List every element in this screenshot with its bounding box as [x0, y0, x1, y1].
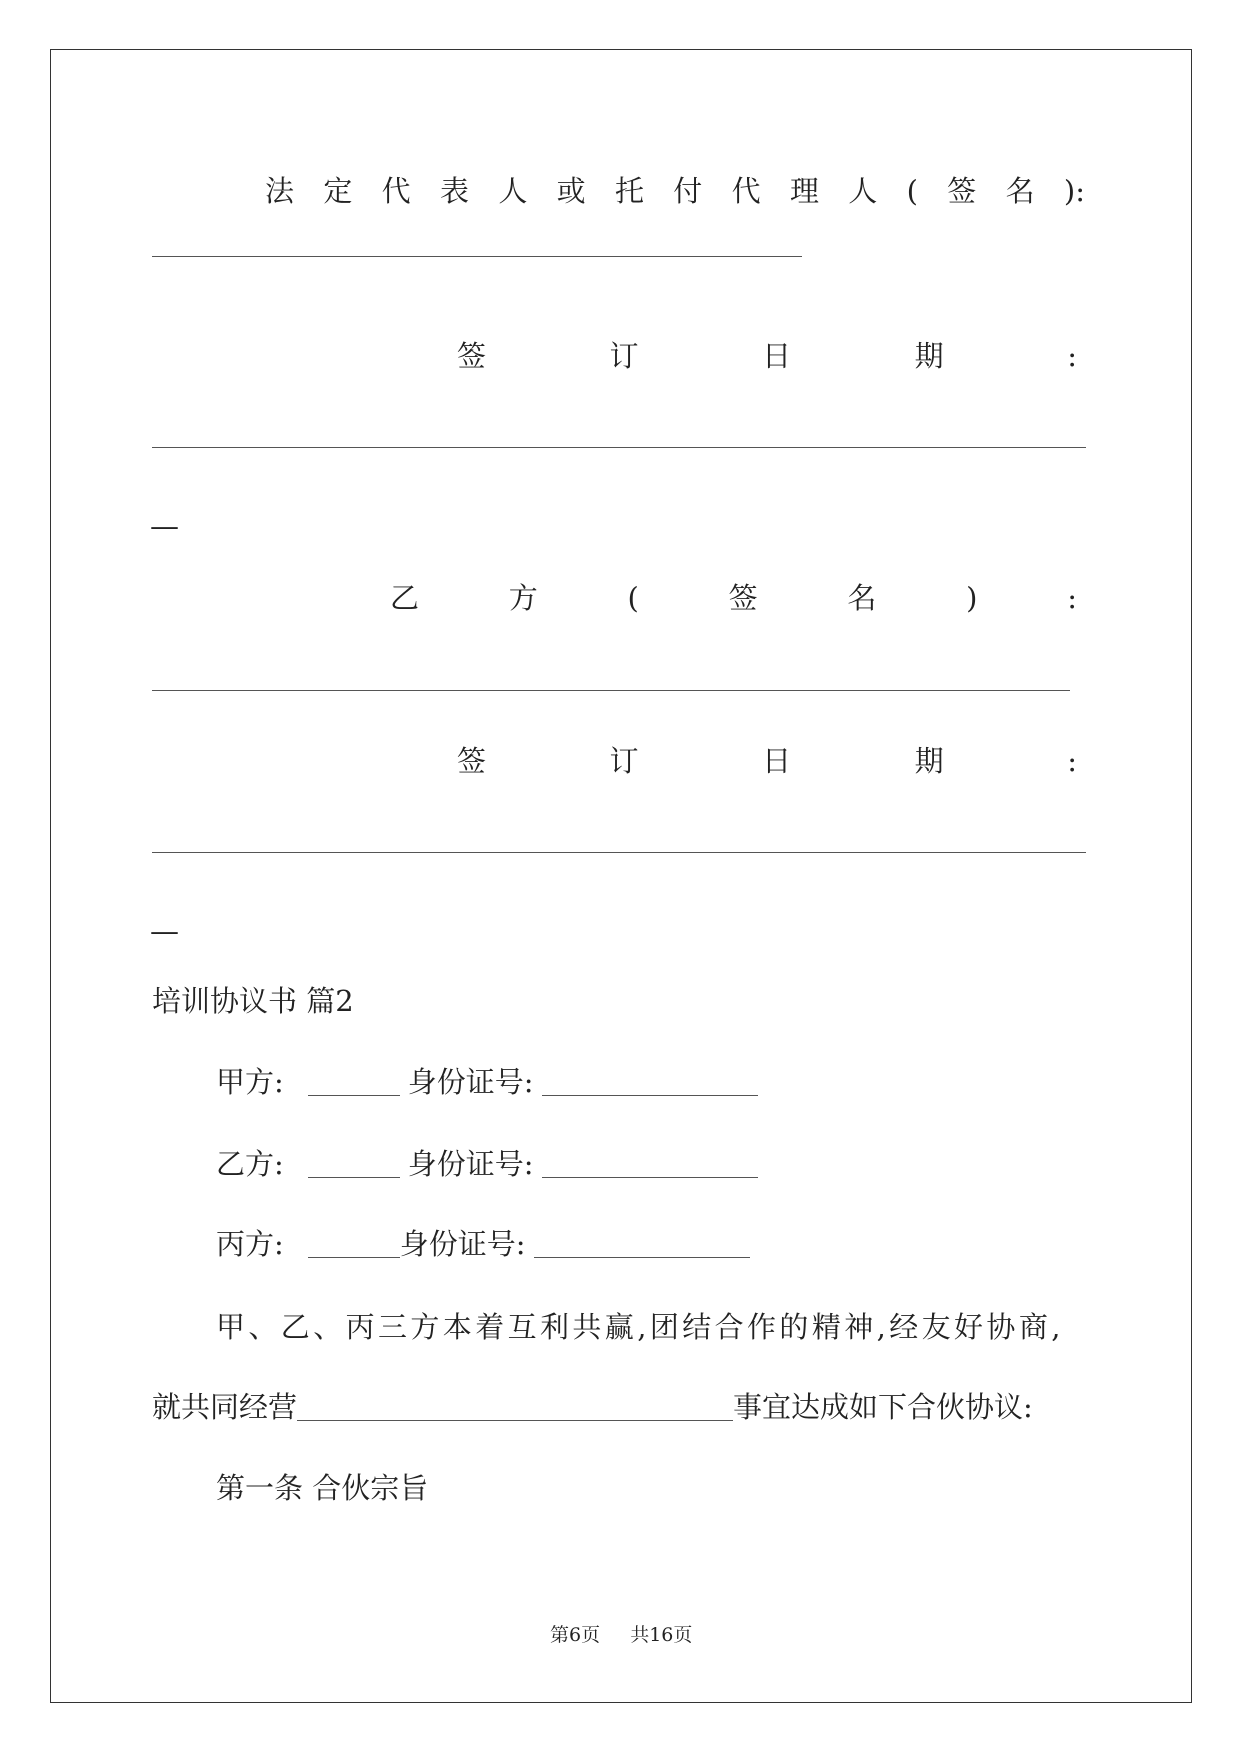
char: 日 — [762, 339, 792, 373]
char: 或 — [556, 174, 586, 208]
char: 期 — [914, 339, 944, 373]
section-title: 培训协议书 篇2 — [152, 984, 354, 1018]
page-border — [50, 49, 1192, 1703]
party-b-label: 乙方: — [216, 1147, 284, 1181]
char: 乙 — [390, 581, 420, 615]
char: 托 — [614, 174, 644, 208]
name-blank — [308, 1151, 400, 1178]
char: 付 — [673, 174, 703, 208]
char: 方 — [508, 581, 538, 615]
char: 日 — [762, 744, 792, 778]
signature-blank-line — [152, 256, 802, 257]
page-number: 第6页 — [550, 1624, 601, 1646]
char: 签 — [457, 339, 487, 373]
rep-signature-line — [265, 174, 1085, 208]
date-blank-line — [152, 447, 1086, 448]
id-blank — [542, 1069, 758, 1096]
char: 表 — [439, 174, 469, 208]
id-label: 身份证号: — [399, 1227, 526, 1261]
article-heading: 第一条 合伙宗旨 — [216, 1471, 429, 1505]
id-blank — [534, 1231, 750, 1258]
party-b-signature-line — [390, 581, 1077, 615]
name-blank — [308, 1069, 400, 1096]
party-c-line — [216, 1227, 758, 1261]
party-a-line — [216, 1065, 766, 1099]
intro-paragraph-line1: 甲、乙、丙三方本着互利共赢,团结合作的精神,经友好协商, — [216, 1310, 1064, 1344]
char: : — [1067, 339, 1077, 373]
signature-blank-line — [152, 690, 1070, 691]
signing-date-line — [457, 339, 1077, 373]
char: 理 — [789, 174, 819, 208]
date-blank-line — [152, 852, 1086, 853]
char: 签 — [947, 174, 977, 208]
char: ): — [1063, 174, 1085, 208]
party-a-label: 甲方: — [216, 1065, 284, 1099]
party-c-label: 丙方: — [216, 1227, 284, 1261]
id-blank — [542, 1151, 758, 1178]
line-overflow-mark: — — [150, 914, 179, 948]
char: 代 — [381, 174, 411, 208]
char: ( — [906, 174, 918, 208]
char: 人 — [498, 174, 528, 208]
signing-date-line — [457, 744, 1077, 778]
intro-paragraph-line2 — [152, 1390, 1033, 1424]
char: 名 — [1005, 174, 1035, 208]
char: ) — [966, 581, 978, 615]
name-blank — [308, 1231, 400, 1258]
business-blank — [297, 1394, 733, 1421]
id-label: 身份证号: — [407, 1065, 534, 1099]
char: 订 — [609, 744, 639, 778]
char: 期 — [914, 744, 944, 778]
char: 法 — [265, 174, 295, 208]
char: 名 — [847, 581, 877, 615]
char: 订 — [609, 339, 639, 373]
intro-text: 事宜达成如下合伙协议: — [733, 1390, 1033, 1424]
party-b-line — [216, 1147, 766, 1181]
char: 代 — [731, 174, 761, 208]
line-overflow-mark: — — [150, 509, 179, 543]
char: 定 — [323, 174, 353, 208]
char: 签 — [457, 744, 487, 778]
page-total: 共16页 — [630, 1624, 693, 1646]
char: : — [1067, 581, 1077, 615]
char: : — [1067, 744, 1077, 778]
intro-text: 就共同经营 — [152, 1390, 298, 1424]
id-label: 身份证号: — [407, 1147, 534, 1181]
char: 签 — [728, 581, 758, 615]
char: ( — [627, 581, 639, 615]
char: 人 — [848, 174, 878, 208]
page-footer — [550, 1620, 692, 1647]
